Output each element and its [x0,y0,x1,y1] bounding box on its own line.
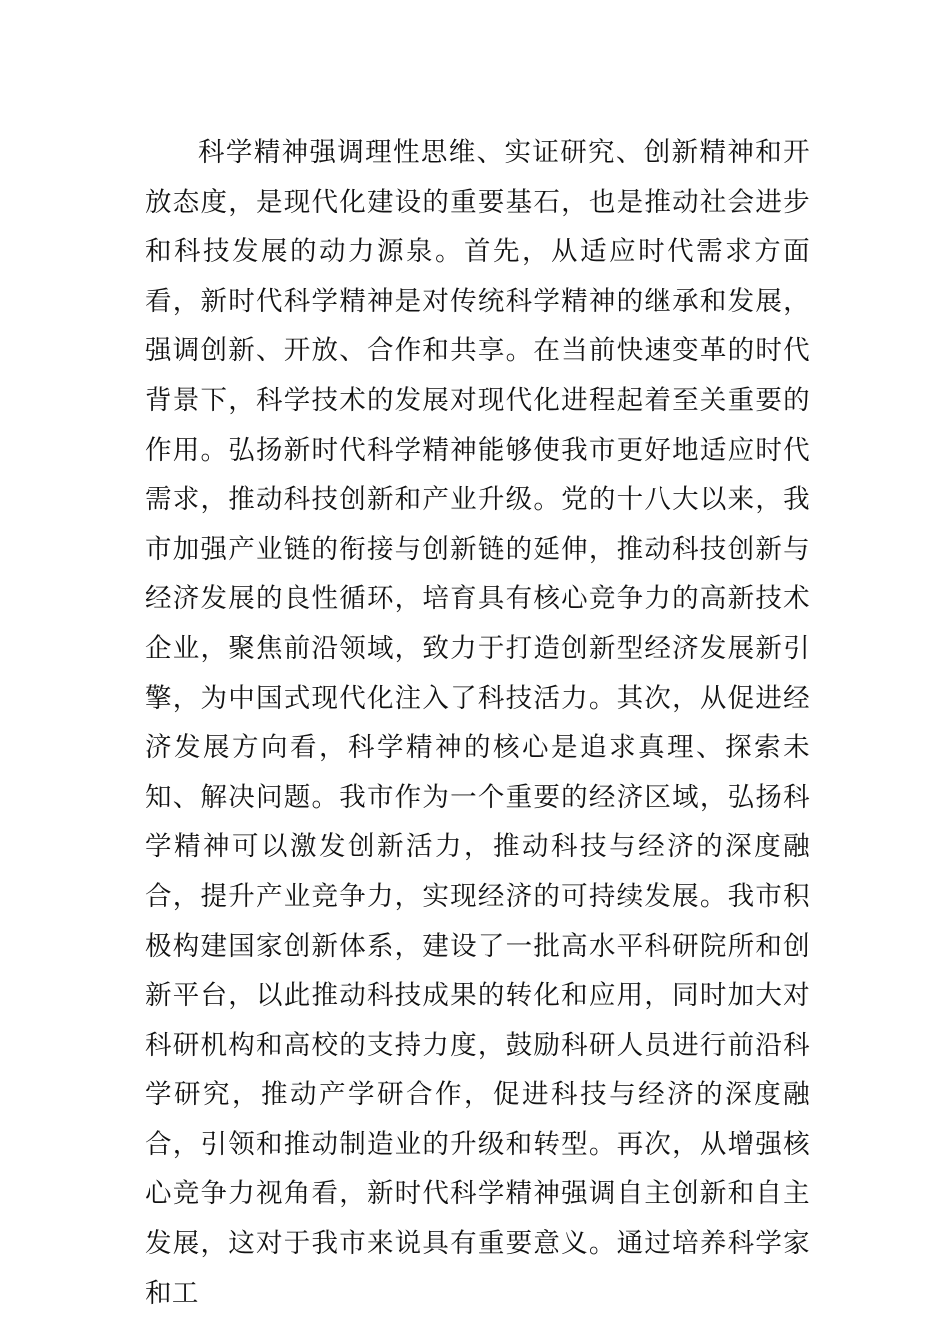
body-paragraph: 科学精神强调理性思维、实证研究、创新精神和开放态度，是现代化建设的重要基石，也是推动社会进步和科技发展的动力源泉。首先，从适应时代需求方面看，新时代科学精神是对传统科学精神的继承和发展，强调创新、开放、合作和共享。在当前快速变革的时代背景下，科学技术的发展对现代化进程起着至关重要的作用。弘扬新时代科学精神能够使我市更好地适应时代需求，推动科技创新和产业升级。党的十八大以来，我市加强产业链的衔接与创新链的延伸，推动科技创新与经济发展的良性循环，培育具有核心竞争力的高新技术企业，聚焦前沿领域，致力于打造创新型经济发展新引擎，为中国式现代化注入了科技活力。其次，从促进经济发展方向看，科学精神的核心是追求真理、探索未知、解决问题。我市作为一个重要的经济区域，弘扬科学精神可以激发创新活力，推动科技与经济的深度融合，提升产业竞争力，实现经济的可持续发展。我市积极构建国家创新体系，建设了一批高水平科研院所和创新平台，以此推动科技成果的转化和应用，同时加大对科研机构和高校的支持力度，鼓励科研人员进行前沿科学研究，推动产学研合作，促进科技与经济的深度融合，引领和推动制造业的升级和转型。再次，从增强核心竞争力视角看，新时代科学精神强调自主创新和自主发展，这对于我市来说具有重要意义。通过培养科学家和工 [145,137,810,1309]
